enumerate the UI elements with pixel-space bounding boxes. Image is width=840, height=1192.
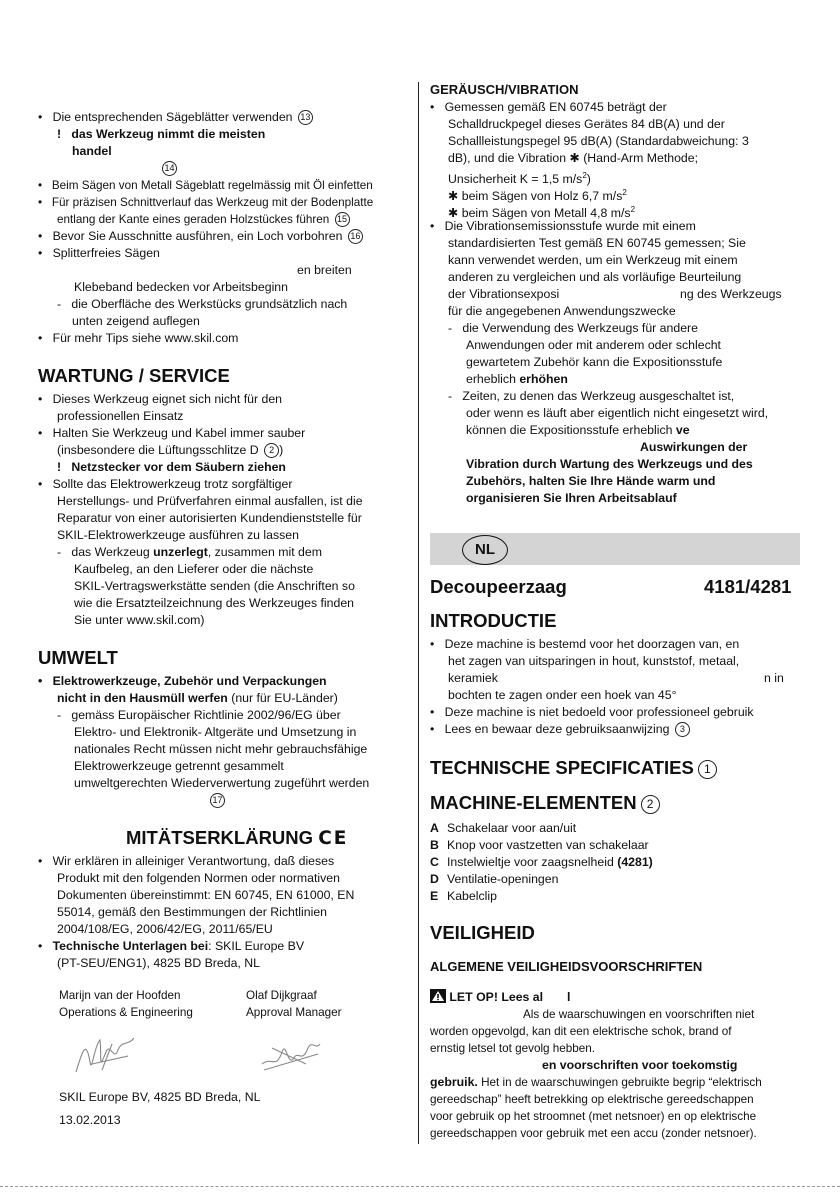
warning-heading: LET OP! Lees al l — [430, 989, 570, 1006]
bullet-text: ng des Werkzeugs — [680, 287, 782, 301]
ref-number: 1 — [698, 760, 717, 779]
bullet-text: Herstellungs- und Prüfverfahren einmal ausfallen, ist die — [57, 494, 363, 508]
ref-number: 2 — [264, 443, 279, 458]
bullet-item: • Für mehr Tips siehe www.skil.com — [38, 331, 239, 345]
bullet-item: • Dieses Werkzeug eignet sich nicht für den — [38, 392, 282, 406]
warning-text: gereedschap” heeft betrekking op elektrische gereedschappen — [430, 1093, 754, 1106]
signer-role: Operations & Engineering — [59, 1006, 193, 1019]
sub-item-text: nationales Recht müssen nicht mehr gebrauchsfähige — [74, 742, 368, 756]
sub-item-text: Sie unter www.skil.com) — [74, 613, 205, 627]
bullet-text: Schalldruckpegel dieses Gerätes 84 dB(A) und der — [448, 117, 725, 131]
warning-line: ! das Werkzeug nimmt die meisten — [57, 127, 266, 141]
ref-number: 15 — [335, 212, 350, 227]
ref-number: 16 — [348, 229, 363, 244]
signature-image — [258, 1034, 324, 1074]
section-title-wartung: WARTUNG / SERVICE — [38, 365, 230, 386]
bullet-text: Schallleistungspegel 95 dB(A) (Standardabweichung: 3 — [448, 134, 749, 148]
sub-item-text: wie die Ersatzteilzeichnung des Werkzeuges finden — [74, 596, 355, 610]
sub-item-text: können die Expositionsstufe erheblich ve — [466, 423, 690, 437]
ref-number: 13 — [298, 110, 313, 125]
sub-item-text: oder wenn es läuft aber eigentlich nicht eingesetzt wird, — [466, 406, 769, 420]
sub-item-text: unten zeigend auflegen — [72, 314, 200, 328]
warning-text: en voorschriften voor toekomstig — [542, 1058, 738, 1072]
ref-number: 17 — [210, 793, 225, 808]
bullet-text: für die angegebenen Anwendungszwecke — [448, 304, 676, 318]
product-name: Decoupeerzaag — [430, 576, 567, 597]
sub-item-text: Vibration durch Wartung des Werkzeugs und des — [466, 457, 753, 471]
bullet-item: • Sollte das Elektrowerkzeug trotz sorgfältiger — [38, 477, 293, 491]
bullet-item: • Gemessen gemäß EN 60745 beträgt der — [430, 100, 667, 114]
bullet-text: SKIL-Elektrowerkzeuge ausführen zu lassen — [57, 528, 299, 542]
sub-item-text: Zubehörs, halten Sie Ihre Hände warm und — [466, 474, 716, 488]
ref-number: 2 — [641, 795, 660, 814]
element-row: D Ventilatie-openingen — [430, 872, 559, 886]
sub-item-text: umweltgerechten Wiederverwertung zugeführt werden — [74, 776, 370, 790]
sub-item-text: erheblich erhöhen — [466, 372, 568, 386]
sub-item-text: gewartetem Zubehör kann die Expositionsstufe — [466, 355, 723, 369]
sub-item-text: Elektro- und Elektronik- Altgeräte und Umsetzung in — [74, 725, 357, 739]
signer-name: Olaf Dijkgraaf — [246, 989, 317, 1002]
sub-item: - die Verwendung des Werkzeugs für andere — [448, 321, 698, 335]
bullet-text: Produkt mit den folgenden Normen oder normativen — [57, 871, 340, 885]
bullet-text: der Vibrationsexposi — [448, 287, 560, 301]
bullet-text: standardisierten Test gemäß EN 60745 gemessen; Sie — [448, 236, 746, 250]
bullet-text: n in — [764, 671, 784, 685]
declaration-date: 13.02.2013 — [59, 1113, 121, 1127]
bullet-text: (insbesondere die Lüftungsschlitze D 2 ) — [57, 443, 284, 457]
sub-item: - gemäss Europäischer Richtlinie 2002/96/EG über — [57, 708, 341, 722]
bullet-text: keramiek — [448, 671, 498, 685]
warning-text: Als de waarschuwingen en voorschriften niet — [523, 1008, 755, 1021]
bullet-text: en breiten — [297, 263, 352, 277]
sub-item-text: SKIL-Vertragswerkstätte senden (die Anschriften so — [74, 579, 355, 593]
bullet-item: • Deze machine is bestemd voor het doorzagen van, en — [430, 637, 740, 651]
bullet-text: 55014, gemäß den Bestimmungen der Richtlinien — [57, 905, 328, 919]
section-title-umwelt: UMWELT — [38, 647, 118, 668]
language-badge: NL — [462, 535, 508, 565]
product-model: 4181/4281 — [704, 576, 792, 597]
bullet-item: • Halten Sie Werkzeug und Kabel immer sauber — [38, 426, 306, 440]
bullet-item: • Wir erklären in alleiniger Verantwortung, daß dieses — [38, 854, 335, 868]
bullet-text: Unsicherheit K = 1,5 $m/s^2$) — [448, 171, 591, 187]
bullet-text: het zagen van uitsparingen in hout, kunststof, metaal, — [448, 654, 740, 668]
sub-item-text: organisieren Sie Ihren Arbeitsablauf — [466, 491, 677, 505]
bullet-item: • Bevor Sie Ausschnitte ausführen, ein Loch vorbohren 16 — [38, 228, 363, 245]
warning-text: ernstig letsel tot gevolg hebben. — [430, 1042, 596, 1055]
sub-item: - das Werkzeug unzerlegt, zusammen mit dem — [57, 545, 322, 559]
ce-mark: CE — [318, 828, 349, 849]
ref-number-line — [208, 792, 225, 809]
section-title-machine: MACHINE-ELEMENTEN 2 — [430, 792, 660, 814]
signer-role: Approval Manager — [246, 1006, 342, 1019]
column-divider — [418, 82, 419, 1144]
bullet-text: Dokumenten übereinstimmt: EN 60745, EN 61000, EN — [57, 888, 355, 902]
sub-item-text: Anwendungen oder mit anderem oder schlecht — [466, 338, 721, 352]
bullet-item: • Splitterfreies Sägen — [38, 246, 160, 260]
bullet-item: • Für präzisen Schnittverlauf das Werkzeug mit der Bodenplatte — [38, 196, 374, 209]
bullet-text: bochten te zagen onder een hoek van 45° — [448, 688, 677, 702]
bullet-text: Reparatur von einer autorisierten Kundendienststelle für — [57, 511, 362, 525]
section-title-geraeusch: GERÄUSCH/VIBRATION — [430, 82, 579, 97]
bullet-text: (PT-SEU/ENG1), 4825 BD Breda, NL — [57, 956, 260, 970]
warning-line: ! Netzstecker vor dem Säubern ziehen — [57, 460, 286, 474]
bullet-text: ✱ beim Sägen von Metall 4,8 $m/s^2$ — [448, 205, 636, 221]
ref-number-line — [160, 160, 177, 177]
bullet-item: • Die entsprechenden Sägeblätter verwenden 13 — [38, 109, 313, 126]
element-row: C Instelwieltje voor zaagsnelheid (4281) — [430, 855, 653, 869]
warning-text: worden opgevolgd, kan dit een elektrische schok, brand of — [430, 1025, 732, 1038]
warning-text: gereedschappen voor gebruik met een accu (zonder netsnoer). — [430, 1127, 757, 1140]
page-bottom-rule — [0, 1186, 840, 1187]
bullet-item: • Lees en bewaar deze gebruiksaanwijzing 3 — [430, 721, 690, 738]
bullet-text: ✱ beim Sägen von Holz 6,7 $m/s^2$ — [448, 188, 627, 204]
signature-image — [72, 1032, 142, 1078]
bullet-text: Klebeband bedecken vor Arbeitsbeginn — [74, 280, 288, 294]
warning-text: voor gebruik op het stroomnet (met netsnoer) en op elektrische — [430, 1110, 757, 1123]
bullet-text: entlang der Kante eines geraden Holzstückes führen 15 — [57, 211, 350, 228]
bullet-text: kann verwendet werden, um ein Werkzeug mit einem — [448, 253, 738, 267]
signer-name: Marijn van der Hoofden — [59, 989, 181, 1002]
bullet-item: • Deze machine is niet bedoeld voor professioneel gebruik — [430, 705, 754, 719]
section-title-introductie: INTRODUCTIE — [430, 610, 557, 631]
sub-item: - die Oberfläche des Werkstücks grundsätzlich nach — [57, 297, 348, 311]
ref-number: 14 — [162, 161, 177, 176]
section-title-technische: TECHNISCHE SPECIFICATIES 1 — [430, 757, 717, 779]
ref-number: 3 — [675, 722, 690, 737]
bullet-text: professionellen Einsatz — [57, 409, 184, 423]
bullet-text: nicht in den Hausmüll werfen (nur für EU-Länder) — [57, 691, 338, 705]
sub-item-text: Auswirkungen der — [640, 440, 748, 454]
element-row: E Kabelclip — [430, 889, 497, 903]
warning-line: handel — [72, 144, 112, 158]
sub-item: - Zeiten, zu denen das Werkzeug ausgeschaltet ist, — [448, 389, 735, 403]
element-row: A Schakelaar voor aan/uit — [430, 821, 577, 835]
section-title-konformitaet: MITÄTSERKLÄRUNG CE — [126, 827, 349, 849]
warning-triangle-icon — [430, 989, 446, 1003]
bullet-item: • Elektrowerkzeuge, Zubehör und Verpackungen — [38, 674, 327, 688]
warning-text: gebruik. Het in de waarschuwingen gebruikte begrip “elektrisch — [430, 1075, 762, 1089]
bullet-text: 2004/108/EG, 2006/42/EG, 2011/65/EU — [57, 922, 273, 936]
sub-item-text: Kaufbeleg, an den Lieferer oder die nächste — [74, 562, 314, 576]
section-title-veiligheid: VEILIGHEID — [430, 922, 535, 943]
sub-item-text: Elektrowerkzeuge getrennt gesammelt — [74, 759, 284, 773]
section-subtitle-algemeen: ALGEMENE VEILIGHEIDSVOORSCHRIFTEN — [430, 959, 703, 974]
element-row: B Knop voor vastzetten van schakelaar — [430, 838, 649, 852]
bullet-item: • Beim Sägen von Metall Sägeblatt regelmässig mit Öl einfetten — [38, 179, 373, 192]
company-address: SKIL Europe BV, 4825 BD Breda, NL — [59, 1090, 261, 1104]
bullet-text: anderen zu vergleichen und als vorläufige Beurteilung — [448, 270, 742, 284]
bullet-item: • Technische Unterlagen bei: SKIL Europe BV — [38, 939, 305, 953]
bullet-text: dB), und die Vibration ✱ (Hand-Arm Methode; — [448, 151, 699, 165]
bullet-item: • Die Vibrationsemissionsstufe wurde mit einem — [430, 219, 696, 233]
